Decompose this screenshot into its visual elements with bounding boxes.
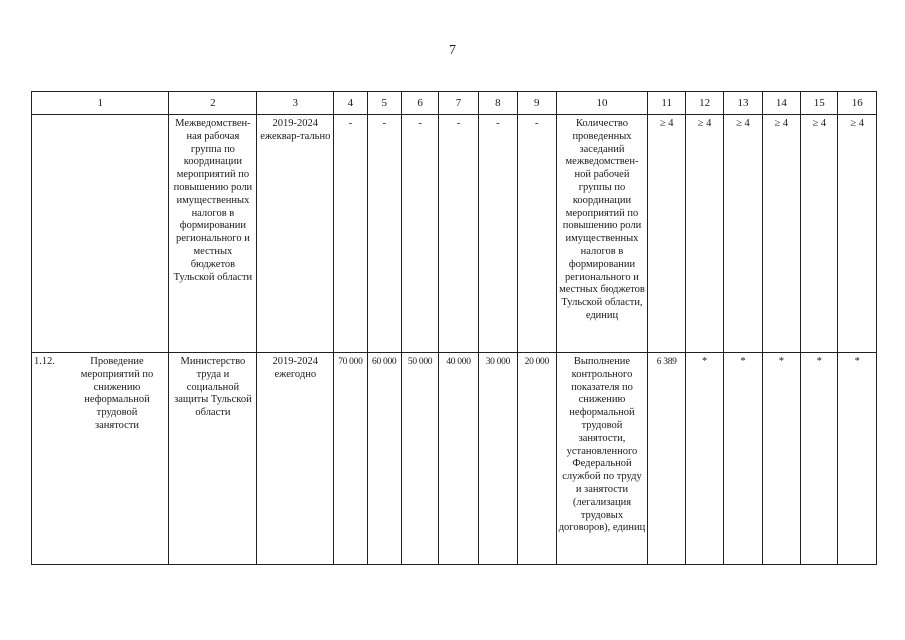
header-row — [32, 92, 877, 115]
value-cell: 20 000 — [518, 353, 556, 565]
value-cell: 50 000 — [401, 353, 438, 565]
value-cell: - — [401, 115, 438, 353]
period-cell: 2019-2024 ежегодно — [257, 353, 334, 565]
target-cell: * — [838, 353, 877, 565]
header-cell: 2 — [169, 92, 257, 115]
page-number: 7 — [449, 43, 456, 58]
target-cell: ≥ 4 — [838, 115, 877, 353]
executor-cell: Министерство труда и социальной защиты Тульской области — [169, 353, 257, 565]
indicator-cell: Выполнение контрольного показателя по снижению неформальной трудовой занятости, установленного Федеральной службой по труду и занятости (легализация трудовых договоров), единиц — [556, 353, 648, 565]
value-cell: - — [439, 115, 478, 353]
target-cell: * — [801, 353, 838, 565]
header-cell: 8 — [478, 92, 517, 115]
table-row — [32, 115, 877, 353]
header-cell: 11 — [648, 92, 685, 115]
target-cell: ≥ 4 — [724, 115, 762, 353]
activity-cell — [32, 353, 169, 565]
header-cell: 3 — [257, 92, 334, 115]
target-cell: * — [685, 353, 723, 565]
header-cell: 7 — [439, 92, 478, 115]
target-cell: ≥ 4 — [801, 115, 838, 353]
target-cell: ≥ 4 — [648, 115, 685, 353]
target-cell: * — [762, 353, 800, 565]
value-cell: - — [334, 115, 367, 353]
target-cell: 6 389 — [648, 353, 685, 565]
value-cell: 70 000 — [334, 353, 367, 565]
header-cell: 6 — [401, 92, 438, 115]
executor-cell: Межведомствен-ная рабочая группа по координации мероприятий по повышению роли имущественных налогов в формировании регионального и местных бюджетов Тульской области — [169, 115, 257, 353]
value-cell: 60 000 — [367, 353, 401, 565]
value-cell: - — [367, 115, 401, 353]
target-cell: ≥ 4 — [762, 115, 800, 353]
period-cell: 2019-2024 ежеквар-тально — [257, 115, 334, 353]
target-cell: * — [724, 353, 762, 565]
header-cell: 16 — [838, 92, 877, 115]
header-cell: 1 — [32, 92, 169, 115]
table-row — [32, 353, 877, 565]
value-cell: - — [518, 115, 556, 353]
value-cell: - — [478, 115, 517, 353]
target-cell: ≥ 4 — [685, 115, 723, 353]
header-cell: 14 — [762, 92, 800, 115]
header-cell: 9 — [518, 92, 556, 115]
header-cell: 13 — [724, 92, 762, 115]
activities-table — [31, 91, 877, 565]
header-cell: 5 — [367, 92, 401, 115]
header-cell: 4 — [334, 92, 367, 115]
header-cell: 12 — [685, 92, 723, 115]
activity-cell — [32, 115, 169, 353]
row-index: 1.12. — [34, 356, 55, 367]
value-cell: 40 000 — [439, 353, 478, 565]
header-cell: 10 — [556, 92, 648, 115]
indicator-cell: Количество проведенных заседаний межведомствен-ной рабочей группы по координации мероприятий по повышению роли имущественных налогов в формировании регионального и местных бюджетов Тульской области, единиц — [556, 115, 648, 353]
header-cell: 15 — [801, 92, 838, 115]
activity-name: Проведение мероприятий по снижению неформальной трудовой занятости — [80, 356, 154, 431]
value-cell: 30 000 — [478, 353, 517, 565]
